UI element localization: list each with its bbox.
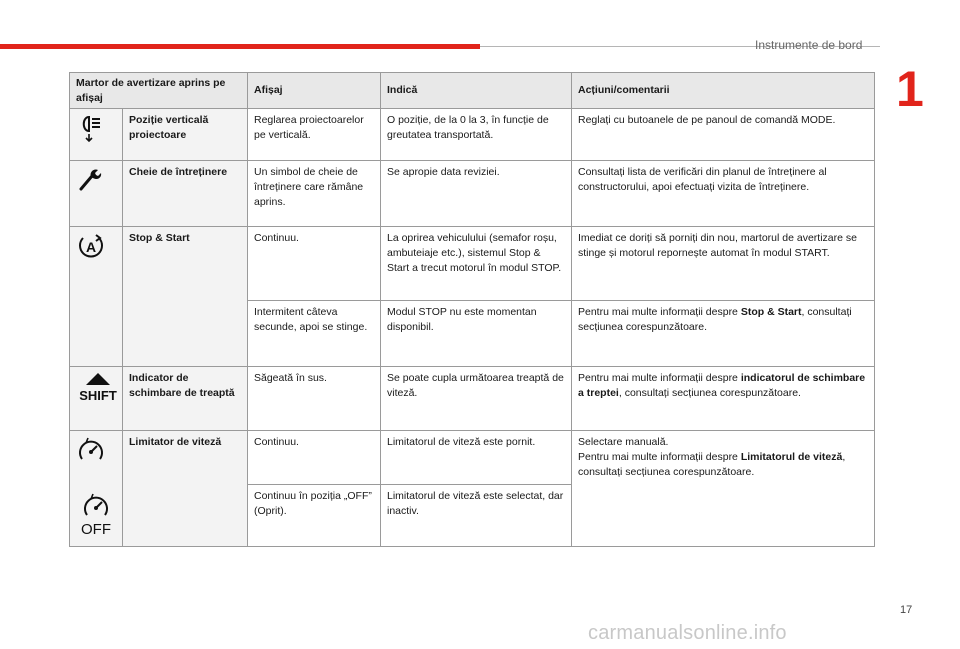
section-title: Instrumente de bord xyxy=(755,38,863,52)
wrench-name: Cheie de întreținere xyxy=(123,161,248,227)
stopstart-indicates: La oprirea vehiculului (semafor roșu, ambuteiaje etc.), sistemul Stop & Start a trecut motorul în modul STOP. xyxy=(381,227,572,301)
headlamp-indicates: O poziție, de la 0 la 3, în funcție de greutatea transportată. xyxy=(381,109,572,161)
headlamp-action: Reglați cu butoanele de pe panoul de comandă MODE. xyxy=(572,109,875,161)
table-row xyxy=(70,227,875,301)
wrench-cell xyxy=(70,161,123,227)
watermark: carmanualsonline.info xyxy=(588,622,787,644)
shift-indicates: Se poate cupla următoarea treaptă de viteză. xyxy=(381,367,572,431)
col-header-indicates: Indică xyxy=(381,73,572,109)
limiter-indicates: Limitatorul de viteză este pornit. xyxy=(381,431,572,485)
stopstart-name: Stop & Start xyxy=(123,227,248,367)
shift-action: Pentru mai multe informații despre indicatorul de schimbare a treptei, consultați secțiunea corespunzătoare. xyxy=(572,367,875,431)
svg-text:A: A xyxy=(85,239,97,256)
speed-limiter-off-icon xyxy=(76,491,116,537)
limiter-display-2: Continuu în poziția „OFF” (Oprit). xyxy=(248,485,381,547)
col-header-display: Afișaj xyxy=(248,73,381,109)
table-row xyxy=(70,161,875,227)
stopstart-display-2: Intermitent câteva secunde, apoi se stinge. xyxy=(248,301,381,367)
col-header-light: Martor de avertizare aprins pe afișaj xyxy=(70,73,248,109)
limiter-name: Limitator de viteză xyxy=(123,431,248,547)
limiter-off-cell xyxy=(70,485,123,547)
warning-lights-table xyxy=(69,72,875,547)
speed-limiter-icon xyxy=(76,435,106,465)
stopstart-action: Imediat ce doriți să porniți din nou, martorul de avertizare se stinge și motorul repornește automat în modul START. xyxy=(572,227,875,301)
shift-name: Indicator de schimbare de treaptă xyxy=(123,367,248,431)
wrench-indicates: Se apropie data reviziei. xyxy=(381,161,572,227)
stopstart-cell xyxy=(70,227,123,367)
shift-icon-text: SHIFT xyxy=(79,388,117,404)
stopstart-display: Continuu. xyxy=(248,227,381,301)
col-header-actions: Acțiuni/comentarii xyxy=(572,73,875,109)
shift-cell xyxy=(70,367,123,431)
headlamp-cell xyxy=(70,109,123,161)
stop-start-icon xyxy=(76,231,106,261)
limiter-indicates-2: Limitatorul de viteză este selectat, dar inactiv. xyxy=(381,485,572,547)
table-header-row xyxy=(70,73,875,109)
table-row xyxy=(70,431,875,485)
stopstart-action-2: Pentru mai multe informații despre Stop & Start, consultați secțiunea corespunzătoare. xyxy=(572,301,875,367)
headlamp-display: Reglarea proiectoarelor pe verticală. xyxy=(248,109,381,161)
wrench-display: Un simbol de cheie de întreținere care rămâne aprins. xyxy=(248,161,381,227)
headlamp-adjust-icon xyxy=(76,113,102,143)
limiter-off-icon-text: OFF xyxy=(81,520,111,537)
headlamp-name: Poziție verticală proiectoare xyxy=(123,109,248,161)
limiter-display: Continuu. xyxy=(248,431,381,485)
table-row xyxy=(70,367,875,431)
shift-display: Săgeată în sus. xyxy=(248,367,381,431)
limiter-action: Selectare manuală. Pentru mai multe informații despre Limitatorul de viteză, consultați secțiunea corespunzătoare. xyxy=(572,431,875,547)
table-row xyxy=(70,109,875,161)
limiter-cell xyxy=(70,431,123,485)
stopstart-indicates-2: Modul STOP nu este momentan disponibil. xyxy=(381,301,572,367)
wrench-action: Consultați lista de verificări din planul de întreținere al constructorului, apoi efectuați vizita de întreținere. xyxy=(572,161,875,227)
gear-shift-indicator-icon xyxy=(76,371,120,403)
page-number: 17 xyxy=(900,604,913,616)
wrench-icon xyxy=(76,165,102,195)
header-red-bar xyxy=(0,44,480,49)
chapter-number: 1 xyxy=(896,61,924,117)
